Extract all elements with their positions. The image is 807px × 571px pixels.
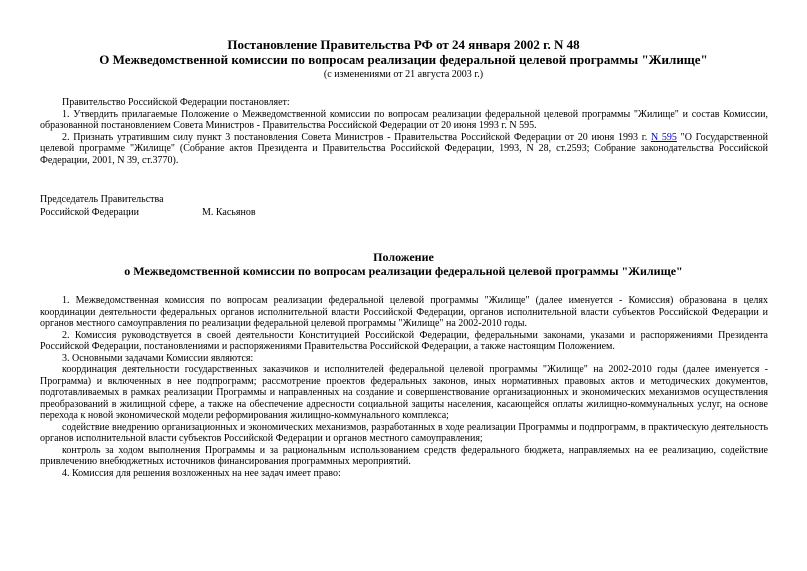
decree-intro: Правительство Российской Федерации постановляет:	[62, 97, 290, 108]
document-subject: О Межведомственной комиссии по вопросам реализации федеральной целевой программы "Жилище"	[99, 52, 708, 67]
signature-name: М. Касьянов	[202, 207, 256, 218]
regulation-paragraph-2: 2. Комиссия руководствуется в своей деятельности Конституцией Российской Федерации, федеральными законами, указами и распоряжениями Президента Российской Федерации, постановлениями и распоряжениями Правительства Российской Федерации, а также настоящим Положением.	[40, 329, 768, 352]
signature-block	[40, 193, 256, 219]
regulation-subtitle: о Межведомственной комиссии по вопросам реализации федеральной целевой программы "Жилище"	[124, 264, 683, 278]
regulation-task-coordination: координация деятельности государственных заказчиков и исполнителей федеральной целевой программы "Жилище" на 2002-2010 годы (далее именуется - Программа) и включенных в нее подпрограмм; рассмотрение проектов федеральных законов, иных нормативных правовых актов и методических документов, подготавливаемых в рамках реализации Программы и направленных на создание и совершенствование организационных и экономических механизмов осуществления преобразований в жилищной сфере, а также на обеспечение адресности социальной защиты населения, касающейся оплаты жилищно-коммунальных услуг, на основе перехода к новой экономической модели реформирования жилищно-коммунального комплекса;	[40, 364, 768, 421]
decree-item-1: 1. Утвердить прилагаемые Положение о Межведомственной комиссии по вопросам реализации федеральной целевой программы "Жилище" и состав Комиссии, образованной постановлением Совета Министров - Правительства Российской Федерации от 20 июня 1993 г. N 595.	[40, 108, 768, 131]
law-link-n595[interactable]: N 595	[650, 131, 677, 143]
signature-position-line2: Российской Федерации	[40, 207, 140, 218]
regulation-task-implementation: содействие внедрению организационных и экономических механизмов, разработанных в ходе реализации Программы и подпрограмм, в практическую деятельность органов исполнительной власти субъектов Российской Федерации и органов местного самоуправления;	[40, 421, 768, 444]
amendments-note: (с изменениями от 21 августа 2003 г.)	[323, 69, 484, 80]
decree-item-2-text-after: "О Государственной целевой программе "Жилище" (Собрание актов Президента и Правительства Российской Федерации, 1993, N 28, ст.2593; Собрание законодательства Российской Федерации, 2001, N 39, ст.3770).	[40, 131, 768, 166]
regulation-task-control: контроль за ходом выполнения Программы и за рациональным использованием средств федерального бюджета, направляемых на ее реализацию, содействие привлечению внебюджетных источников финансирования программных мероприятий.	[40, 444, 768, 467]
decree-item-2-text-before: 2. Признать утратившим силу пункт 3 постановления Совета Министров - Правительства Российской Федерации от 20 июня 1993 г.	[62, 131, 651, 143]
regulation-body	[40, 295, 768, 479]
regulation-paragraph-1: 1. Межведомственная комиссия по вопросам реализации федеральной целевой программы "Жилище" (далее именуется - Комиссия) образована в целях координации деятельности федеральных органов исполнительной власти Российской Федерации, органов исполнительной власти субъектов Российской Федерации и органов местного самоуправления по реализации федеральной целевой программы "Жилище" на 2002-2010 годы.	[40, 295, 768, 329]
decree-body	[40, 97, 768, 166]
signature-position-line1: Председатель Правительства	[40, 194, 164, 205]
regulation-paragraph-4: 4. Комиссия для решения возложенных на нее задач имеет право:	[62, 467, 341, 479]
regulation-paragraph-3: 3. Основными задачами Комиссии являются:	[62, 352, 254, 364]
regulation-title: Положение	[373, 250, 434, 264]
decree-item-2	[40, 132, 768, 167]
document-title: Постановление Правительства РФ от 24 января 2002 г. N 48	[227, 37, 580, 52]
